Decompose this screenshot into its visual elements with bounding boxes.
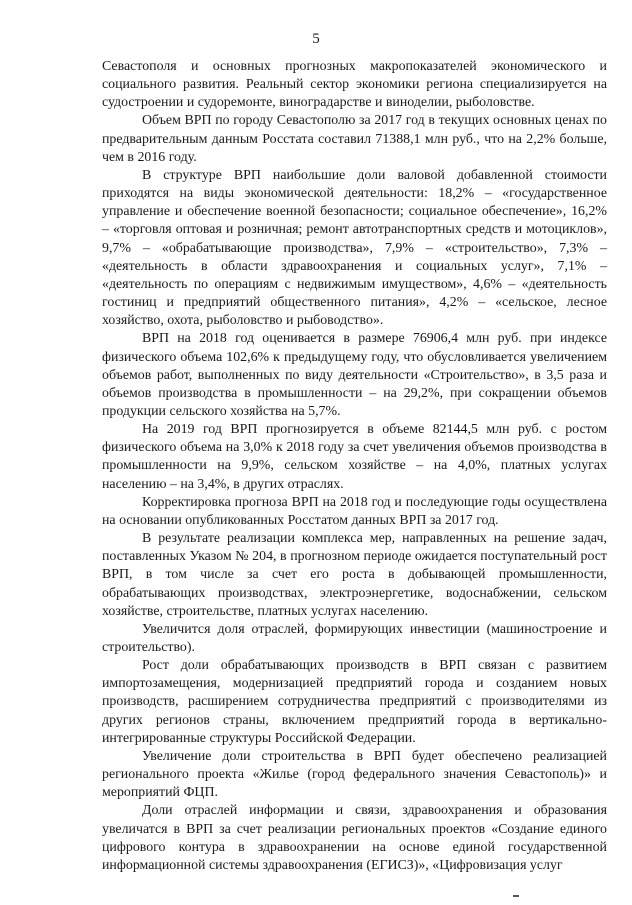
paragraph-10: Увеличение доли строительства в ВРП будет обеспечено реализацией регионального проекта «Жилье (город федерального значения Севастополь)» и мероприятий ФЦП. bbox=[102, 748, 607, 801]
paragraph-9: Рост доли обрабатывающих производств в ВРП связан с развитием импортозамещения, модернизацией предприятий города и созданием новых производств, расширением сотрудничества предприятий с производителями из других регионов страны, включением предприятий города в вертикально-интегрированные структуры Российской Федерации. bbox=[102, 658, 607, 746]
paragraph-11: Доли отраслей информации и связи, здравоохранения и образования увеличатся в ВРП за счет реализации региональных проектов «Создание единого цифрового контура в здравоохранении на основе единой государственной информационной системы здравоохранения (ЕГИСЗ)», «Цифровизация услуг bbox=[102, 803, 607, 873]
paragraph-6: Корректировка прогноза ВРП на 2018 год и последующие годы осуществлена на основании опубликованных Росстатом данных ВРП за 2017 год. bbox=[102, 494, 607, 528]
paragraph-4: ВРП на 2018 год оценивается в размере 76906,4 млн руб. при индексе физического объема 102,6% к предыдущему году, что обусловливается увеличением объемов работ, выполненных по виду деятельности «Строительство», в 3,5 раза и объемов производства в промышленности – на 29,2%, при сокращении объемов продукции сельского хозяйства на 5,7%. bbox=[102, 331, 607, 419]
paragraph-8: Увеличится доля отраслей, формирующих инвестиции (машиностроение и строительство). bbox=[102, 621, 607, 655]
paragraph-7: В результате реализации комплекса мер, направленных на решение задач, поставленных Указом № 204, в прогнозном периоде ожидается поступательный рост ВРП, в том числе за счет его роста в добывающей промышленности, обрабатывающих производствах, электроэнергетике, водоснабжении, сельском хозяйстве, строительстве, платных услугах населению. bbox=[102, 531, 607, 619]
document-body bbox=[102, 58, 607, 875]
paragraph-3: В структуре ВРП наибольшие доли валовой добавленной стоимости приходятся на виды экономической деятельности: 18,2% – «государственное управление и обеспечение военной безопасности; социальное обеспечение», 16,2% – «торговля оптовая и розничная; ремонт автотранспортных средств и мотоциклов», 9,7% – «обрабатывающие производства», 7,9% – «строительство», 7,3% – «деятельность в области здравоохранения и социальных услуг», 7,1% – «деятельность по операциям с недвижимым имуществом», 4,6% – «деятельность гостиниц и предприятий общественного питания», 4,2% – «сельское, лесное хозяйство, охота, рыболовство и рыбоводство». bbox=[102, 167, 607, 329]
paragraph-2: Объем ВРП по городу Севастополю за 2017 год в текущих основных ценах по предварительным данным Росстата составил 71388,1 млн руб., что на 2,2% больше, чем в 2016 году. bbox=[102, 113, 607, 165]
paragraph-5: На 2019 год ВРП прогнозируется в объеме 82144,5 млн руб. с ростом физического объема на 3,0% к 2018 году за счет увеличения объемов производства в промышленности на 9,9%, сельском хозяйстве – на 4,0%, платных услугах населению – на 3,4%, в других отраслях. bbox=[102, 422, 607, 492]
scan-mark bbox=[513, 895, 519, 897]
paragraph-1: Севастополя и основных прогнозных макропоказателей экономического и социального развития. Реальный сектор экономики региона специализируется на судостроении и судоремонте, виноградарстве и виноделии, рыболовстве. bbox=[102, 59, 607, 111]
page-number: 5 bbox=[312, 31, 320, 47]
